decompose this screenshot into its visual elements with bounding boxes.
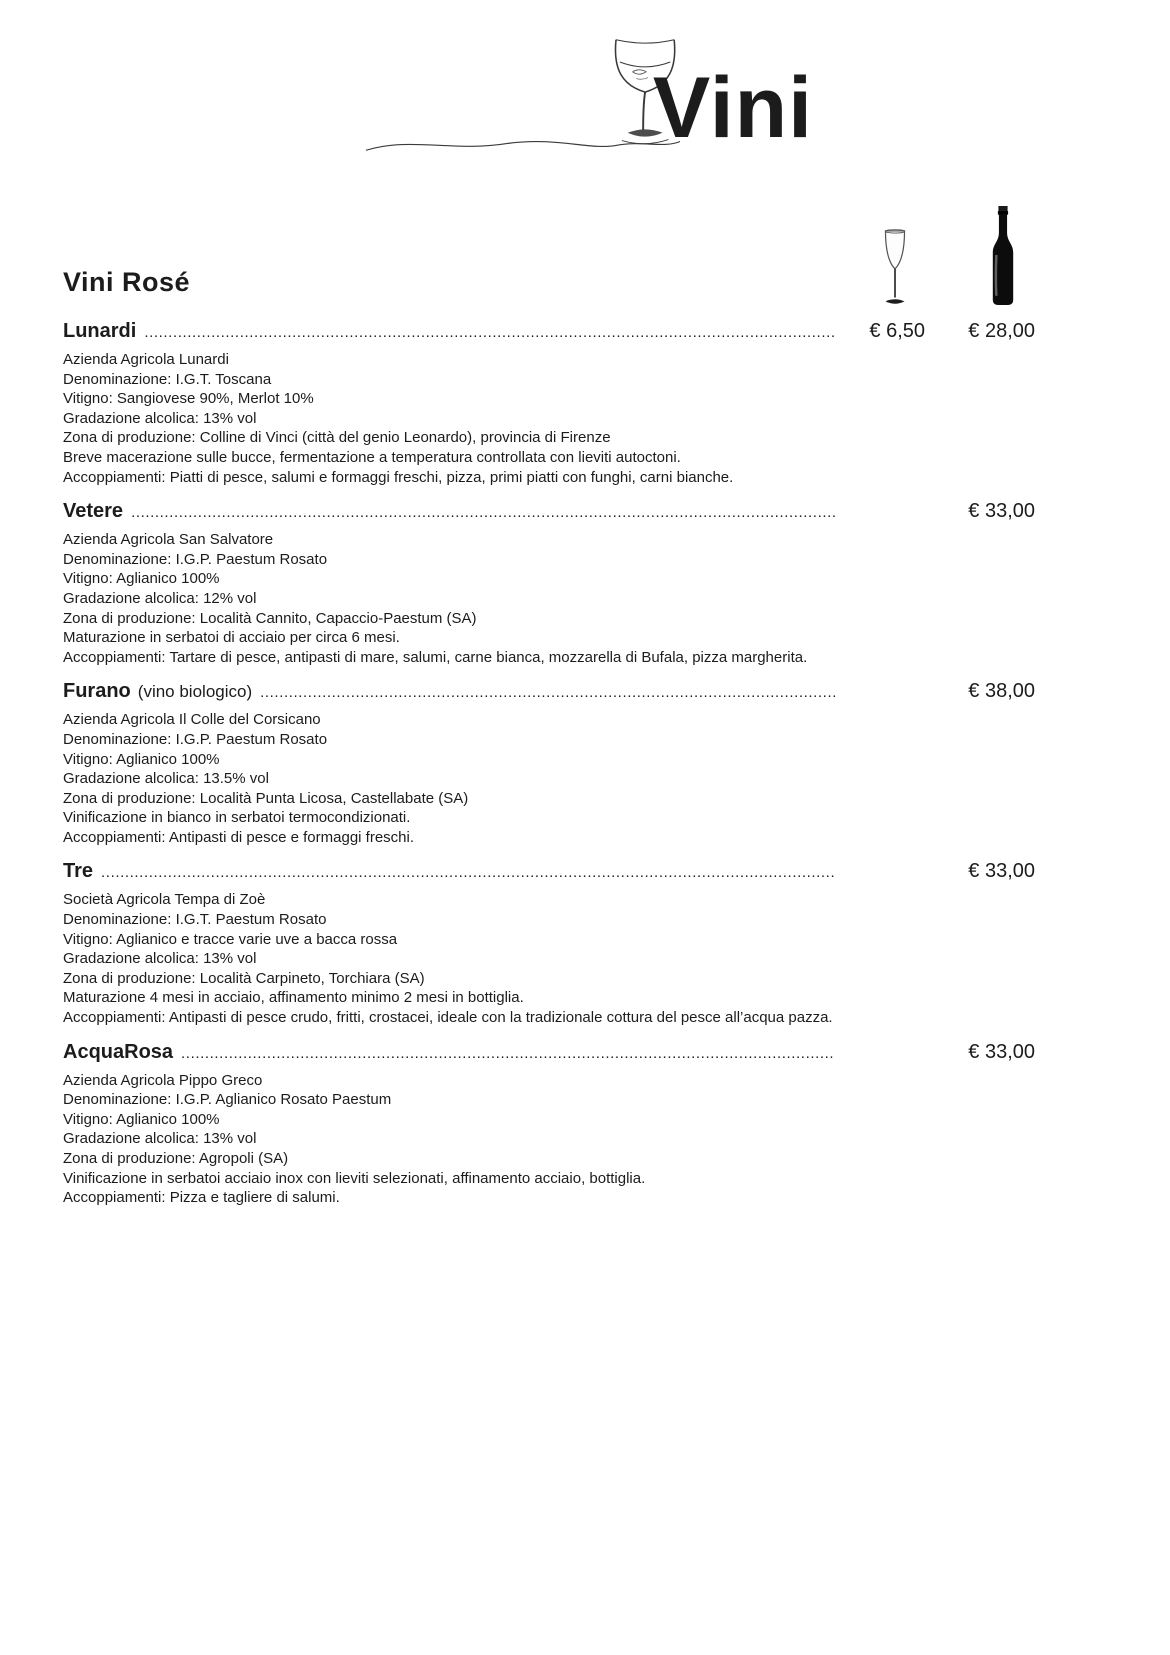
wine-note: (vino biologico) (137, 682, 253, 702)
section-title: Vini Rosé (63, 267, 191, 297)
wine-detail-line: Denominazione: I.G.T. Toscana (63, 370, 272, 388)
wine-title-row (63, 680, 1035, 703)
wine-name: Furano (63, 680, 131, 703)
wine-detail-line: Gradazione alcolica: 13% vol (63, 950, 257, 968)
wine-details (63, 1071, 1035, 1208)
wine-detail-line: Vitigno: Aglianico 100% (63, 570, 220, 588)
wine-details (63, 530, 1035, 667)
menu-logo (0, 0, 1170, 158)
wine-entry-furano (63, 680, 1035, 847)
wine-details (63, 350, 1035, 487)
wine-list (63, 320, 1035, 1208)
wine-detail-line: Accoppiamenti: Antipasti di pesce crudo, fritti, crostacei, ideale con la tradizionale cottura del pesce all’acqua pazza. (63, 1009, 833, 1027)
wine-detail-line: Denominazione: I.G.P. Paestum Rosato (63, 550, 328, 568)
bottle-price: € 38,00 (968, 680, 1035, 703)
wine-entry-lunardi (63, 320, 1035, 487)
wine-bottle-icon (985, 206, 1021, 308)
wine-detail-line: Gradazione alcolica: 13.5% vol (63, 770, 269, 788)
dotted-leader (101, 864, 835, 881)
wine-detail-line: Zona di produzione: Colline di Vinci (città del genio Leonardo), provincia di Firenze (63, 429, 611, 447)
wine-detail-line: Maturazione in serbatoi di acciaio per circa 6 mesi. (63, 629, 400, 647)
wine-title-row (63, 320, 1035, 343)
wine-detail-line: Accoppiamenti: Pizza e tagliere di salumi. (63, 1189, 340, 1207)
wine-entry-tre (63, 860, 1035, 1027)
wine-entry-vetere (63, 500, 1035, 667)
wine-detail-line: Vitigno: Aglianico e tracce varie uve a bacca rossa (63, 930, 398, 948)
wine-detail-line: Zona di produzione: Agropoli (SA) (63, 1150, 289, 1167)
bottle-price: € 28,00 (968, 320, 1035, 342)
dotted-leader (144, 324, 835, 341)
wine-detail-line: Accoppiamenti: Piatti di pesce, salumi e formaggi freschi, pizza, primi piatti con funghi, carni bianche. (63, 468, 734, 486)
wine-entry-acquarosa (63, 1041, 1035, 1208)
wine-detail-line: Gradazione alcolica: 12% vol (63, 589, 257, 607)
bottle-price: € 33,00 (968, 500, 1035, 523)
wine-detail-line: Denominazione: I.G.P. Paestum Rosato (63, 730, 328, 748)
wine-detail-line: Società Agricola Tempa di Zoè (63, 891, 266, 909)
wine-detail-line: Gradazione alcolica: 13% vol (63, 1130, 257, 1148)
glass-price: € 6,50 (869, 320, 925, 342)
dotted-leader (181, 1045, 835, 1062)
wine-detail-line: Breve macerazione sulle bucce, fermentazione a temperatura controllata con lieviti autoctoni. (63, 448, 681, 466)
menu-content (0, 188, 1170, 1208)
wine-detail-line: Zona di produzione: Località Carpineto, Torchiara (SA) (63, 969, 425, 987)
wine-glass-icon (877, 228, 913, 308)
wine-detail-line: Denominazione: I.G.P. Aglianico Rosato Paestum (63, 1091, 392, 1109)
bottle-price: € 33,00 (968, 1040, 1035, 1063)
wine-glass-sketch-icon (357, 32, 687, 158)
wine-detail-line: Accoppiamenti: Antipasti di pesce e formaggi freschi. (63, 828, 415, 846)
wine-detail-line: Zona di produzione: Località Cannito, Capaccio-Paestum (SA) (63, 609, 477, 627)
wine-detail-line: Vinificazione in bianco in serbatoi termocondizionati. (63, 809, 411, 827)
wine-detail-line: Azienda Agricola Lunardi (63, 351, 229, 368)
wine-detail-line: Accoppiamenti: Tartare di pesce, antipasti di mare, salumi, carne bianca, mozzarella di Bufala, pizza margherita. (63, 648, 808, 666)
wine-details (63, 890, 1035, 1027)
wine-detail-line: Azienda Agricola San Salvatore (63, 531, 274, 549)
dotted-leader (131, 504, 835, 521)
wine-detail-line: Vitigno: Aglianico 100% (63, 1110, 220, 1128)
bottle-price: € 33,00 (968, 860, 1035, 883)
wine-detail-line: Zona di produzione: Località Punta Licosa, Castellabate (SA) (63, 789, 469, 807)
wine-title-row (63, 1041, 1035, 1064)
wine-detail-line: Azienda Agricola Il Colle del Corsicano (63, 711, 321, 729)
wine-detail-line: Azienda Agricola Pippo Greco (63, 1071, 263, 1089)
wine-detail-line: Maturazione 4 mesi in acciaio, affinamento minimo 2 mesi in bottiglia. (63, 989, 524, 1007)
wine-detail-line: Vinificazione in serbatoi acciaio inox con lieviti selezionati, affinamento acciaio, bottiglia. (63, 1169, 646, 1187)
wine-detail-line: Gradazione alcolica: 13% vol (63, 409, 257, 427)
wine-title-row (63, 500, 1035, 523)
wine-title-row (63, 860, 1035, 883)
dotted-leader (260, 684, 835, 701)
wine-name: Lunardi (63, 320, 137, 342)
wine-detail-line: Vitigno: Aglianico 100% (63, 750, 220, 768)
wine-detail-line: Vitigno: Sangiovese 90%, Merlot 10% (63, 390, 314, 408)
logo-title: Vini (652, 59, 814, 156)
wine-name: AcquaRosa (63, 1040, 174, 1063)
wine-details (63, 710, 1035, 847)
wine-name: Vetere (63, 500, 124, 523)
wine-detail-line: Denominazione: I.G.T. Paestum Rosato (63, 911, 327, 929)
section-header (63, 188, 1035, 308)
wine-name: Tre (63, 860, 94, 883)
